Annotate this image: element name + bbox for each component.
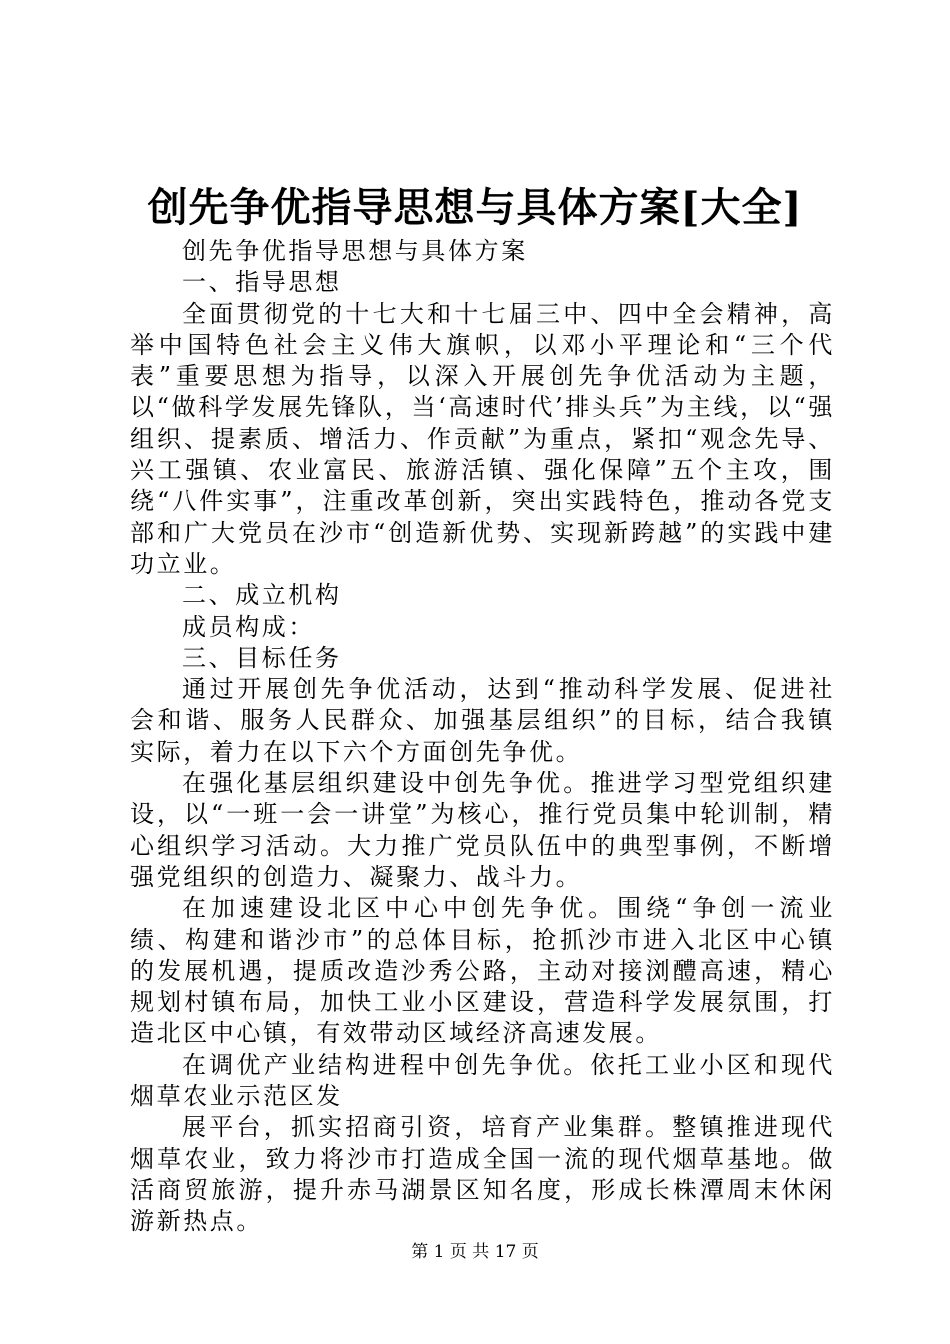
section-heading-guiding-ideology: 一、指导思想 bbox=[182, 268, 342, 297]
body-paragraph: 通过开展创先争优活动，达到“推动科学发展、促进社会和谐、服务人民群众、加强基层组织”的目标，结合我镇实际，着力在以下六个方面创先争优。 bbox=[130, 675, 835, 766]
section-heading-organization: 二、成立机构 bbox=[182, 581, 342, 610]
body-paragraph: 在调优产业结构进程中创先争优。依托工业小区和现代烟草农业示范区发 bbox=[130, 1050, 835, 1111]
body-paragraph: 在加速建设北区中心中创先争优。围绕“争创一流业绩、构建和谐沙市”的总体目标，抢抓沙市进入北区中心镇的发展机遇，提质改造沙秀公路，主动对接浏醴高速，精心规划村镇布局，加快工业小区建设，营造科学发展氛围，打造北区中心镇，有效带动区域经济高速发展。 bbox=[130, 894, 835, 1048]
document-title: 创先争优指导思想与具体方案[大全] bbox=[147, 184, 803, 231]
section-heading-goals: 三、目标任务 bbox=[182, 643, 342, 672]
document-body bbox=[130, 236, 835, 1238]
body-paragraph: 全面贯彻党的十七大和十七届三中、四中全会精神，高举中国特色社会主义伟大旗帜，以邓小平理论和“三个代表”重要思想为指导，以深入开展创先争优活动为主题，以“做科学发展先锋队，当‘高速时代’排头兵”为主线，以“强组织、提素质、增活力、作贡献”为重点，紧扣“观念先导、兴工强镇、农业富民、旅游活镇、强化保障”五个主攻，围绕“八件实事”，注重改革创新，突出实践特色，推动各党支部和广大党员在沙市“创造新优势、实现新跨越”的实践中建功立业。 bbox=[130, 299, 835, 578]
page-number-footer: 第 1 页 共 17 页 bbox=[411, 1242, 539, 1262]
body-paragraph: 展平台，抓实招商引资，培育产业集群。整镇推进现代烟草农业，致力将沙市打造成全国一流的现代烟草基地。做活商贸旅游，提升赤马湖景区知名度，形成长株潭周末休闲游新热点。 bbox=[130, 1113, 835, 1236]
body-paragraph: 在强化基层组织建设中创先争优。推进学习型党组织建设，以“一班一会一讲堂”为核心，推行党员集中轮训制，精心组织学习活动。大力推广党员队伍中的典型事例，不断增强党组织的创造力、凝聚力、战斗力。 bbox=[130, 769, 835, 891]
members-label: 成员构成： bbox=[182, 612, 315, 641]
subtitle-paragraph: 创先争优指导思想与具体方案 bbox=[182, 237, 528, 265]
